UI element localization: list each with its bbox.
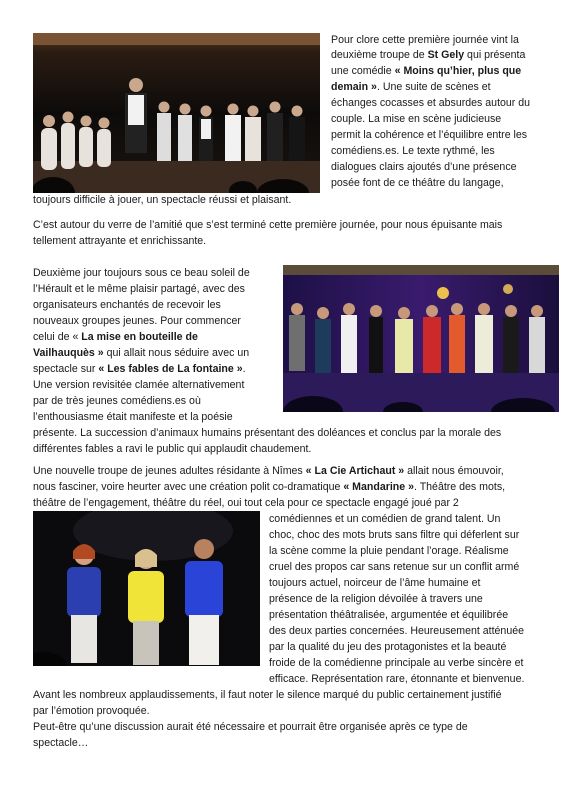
s1-line-1: Pour clore cette première journée vint la [331,34,519,46]
s3-line-7: spectacle sur « Les fables de La fontaine ». [33,363,246,375]
s3-full-2: différentes fables a ravi le public qui applaudit chaudement. [33,443,312,455]
s1-line-10: posée font de ce théâtre du langage, [331,177,504,189]
photo-mandarine-actors [33,511,260,666]
s3-line-6: Vailhauquès » qui allait nous séduire avec un [33,347,250,359]
s4-col-5: toujours actuel, noirceur de l’âme humaine et [269,577,481,589]
s4-col-6: présence de la religion dévoilée à travers une [269,593,483,605]
s1-line-8: comédiens.es. Le texte rythmé, les [331,145,495,157]
s3-line-8: Une version revisitée clamée alternativement [33,379,245,391]
s1-line-6: couple. La mise en scène judicieuse [331,113,502,125]
s4-col-10: froide de la comédienne principale au verbe sincère et [269,657,524,669]
s4-full-4: spectacle… [33,737,89,749]
s3-line-2: l’Hérault et le même plaisir partagé, avec des [33,283,245,295]
s4-full-1: Avant les nombreux applaudissements, il faut noter le silence marqué du public certainement justifié [33,689,502,701]
s1-line-9: dialogues clairs ajoutés d’une présence [331,161,517,173]
s2-line-2: tellement attrayante et enrichissante. [33,235,207,247]
s4-col-4: cruel des propos car sans retenue sur un conflit armé [269,561,520,573]
troupe-name-vailhauques: La mise en bouteille de [81,331,198,343]
s4-full-2: par l’émotion provoquée. [33,705,150,717]
s1-line-4: demain ». Une suite de scènes et [331,81,491,93]
play-title-moins-quhier: « Moins qu’hier, plus que [394,65,522,77]
troupe-name-st-gely: St Gely [427,49,465,61]
s4-col-2: choc, choc des mots bruts sans filtre qui déferlent sur [269,529,520,541]
photo-fables-la-fontaine [283,265,559,412]
s1-line-2: deuxième troupe de St Gely qui présenta [331,49,526,61]
s1-line-5: échanges cocasses et absurdes autour du [331,97,531,109]
s4-intro-1: Une nouvelle troupe de jeunes adultes résidante à Nîmes « La Cie Artichaut » allait nous émouvoir, [33,465,504,477]
s4-col-3: la scène comme la pluie pendant l’orage. Réalisme [269,545,509,557]
s3-line-5: celui de « La mise en bouteille de [33,331,198,343]
s4-col-7: présentation théâtralisée, argumentée et équilibrée [269,609,509,621]
s4-intro-3: théâtre de l’engagement, théâtre du réel, oui tout cela pour ce spectacle engagé joué par 2 [33,497,459,509]
s1-line-7: permit la cohérence et l’équilibre entre les [331,129,528,141]
s2-line-1: C’est autour du verre de l’amitié que s’est terminé cette première journée, pour nous épuisante mais [33,219,503,231]
play-title-fables: « Les fables de La fontaine » [98,363,243,375]
s4-col-1: comédiennes et un comédien de grand talent. Un [269,513,501,525]
s3-line-1: Deuxième jour toujours sous ce beau soleil de [33,267,250,279]
s4-col-9: par la qualité du jeu des protagonistes et la beauté [269,641,507,653]
photo-troupe-st-gely [33,33,320,193]
s3-full-1: présente. La succession d’animaux humains présentant des doléances et conclus par la morale des [33,427,502,439]
s4-full-3: Peut-être qu’une discussion aurait été nécessaire et pourrait être organisée après ce type de [33,721,468,733]
s3-line-3: organisateurs enchantés de recevoir les [33,299,221,311]
s4-col-8: des deux parties concernées. Heureusement atténuée [269,625,525,637]
s4-intro-2: nous fasciner, voire heurter avec une création polit co-dramatique « Mandarine ». Théâtre des mots, [33,481,506,493]
s3-line-10: l’enthousiasme était manifeste et la poésie [33,411,233,423]
s3-line-9: par de très jeunes comédiens.es où [33,395,201,407]
s3-line-4: nouveaux groupes jeunes. Pour commencer [33,315,241,327]
play-title-mandarine: « Mandarine » [343,481,414,493]
troupe-name-cie-artichaut: « La Cie Artichaut » [305,465,405,477]
s1-line-3: une comédie « Moins qu’hier, plus que [331,65,522,77]
s4-col-11: efficace. Représentation rare, étonnante et bienvenue. [269,673,525,685]
s1-tail: toujours difficile à jouer, un spectacle réussi et plaisant. [33,194,292,206]
